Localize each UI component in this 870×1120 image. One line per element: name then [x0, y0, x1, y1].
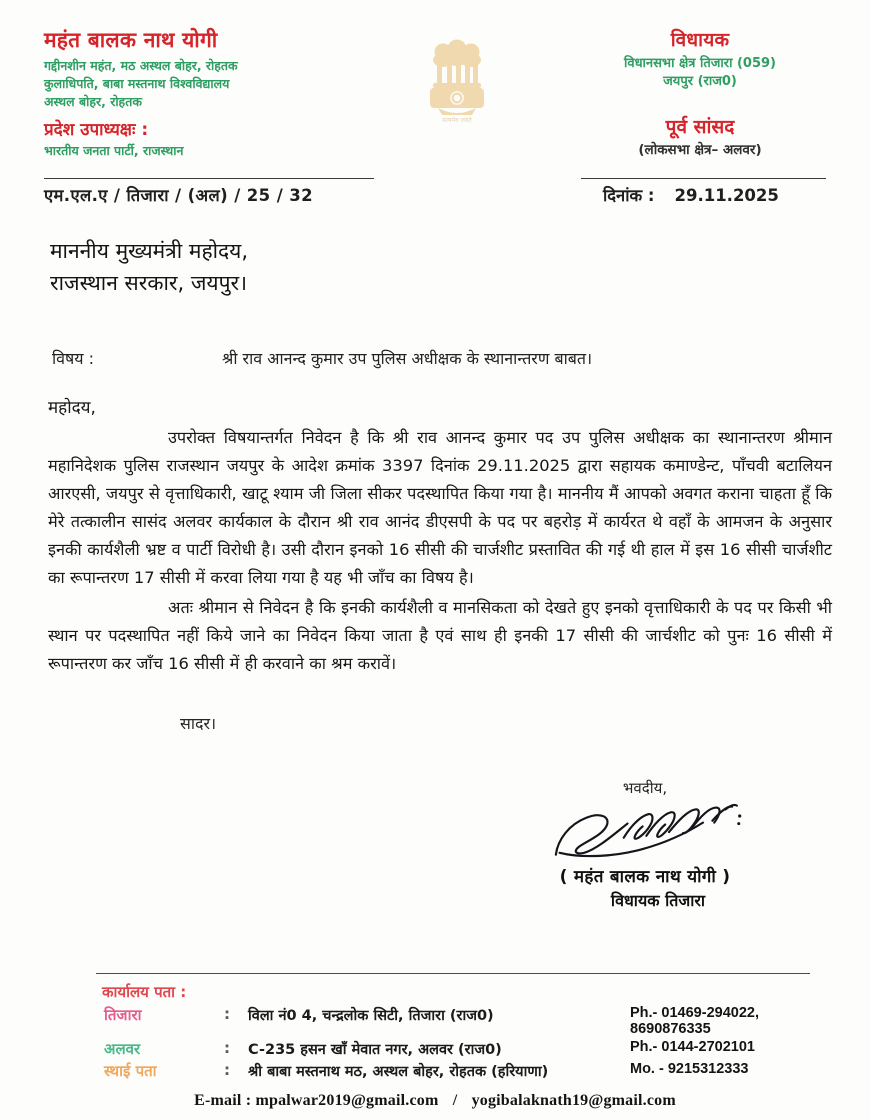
official-credential-1: गद्दीनशीन महंत, मठ अस्थल बोहर, रोहतक [44, 58, 238, 74]
address-table [36, 1004, 834, 1082]
addressee-line-2: राजस्थान सरकार, जयपुर। [50, 270, 248, 295]
letterhead [0, 0, 870, 164]
email-separator: / [452, 1092, 458, 1109]
address-label-tijara: तिजारा [104, 1006, 142, 1024]
footer-divider [96, 973, 810, 974]
table-row [36, 1038, 834, 1060]
former-mp-title: पूर्व सांसद [665, 116, 735, 139]
address-colon-tijara: : [224, 1005, 230, 1023]
phone-tijara: Ph.- 01469-294022, 8690876335 [630, 1005, 759, 1037]
email-line [36, 1092, 834, 1110]
reference-number: एम.एल.ए / तिजारा / (अल) / 25 / 32 [44, 178, 374, 206]
address-value-tijara: विला नं0 4, चन्द्रलोक सिटी, तिजारा (राज0) [248, 1008, 494, 1024]
table-row [36, 1004, 834, 1038]
address-colon-permanent: : [224, 1061, 230, 1079]
party-post-title: प्रदेश उपाध्यक्षः : [44, 120, 149, 141]
address-label-alwar: अलवर [104, 1040, 141, 1058]
letterhead-right-block [570, 28, 830, 158]
signature-yours-faithfully: भवदीय, [622, 779, 668, 798]
email-label: E-mail : [194, 1092, 252, 1109]
address-label-permanent: स्थाई पता [104, 1062, 157, 1080]
address-value-permanent: श्री बाबा मस्तनाथ मठ, अस्थल बोहर, रोहतक (हरियाणा) [248, 1064, 549, 1080]
email-address-1[interactable]: mpalwar2019@gmail.com [255, 1092, 439, 1109]
emblem-motto: सत्यमेव जयते [442, 117, 472, 124]
subject-row [0, 299, 870, 369]
subject-label: विषय : [52, 349, 95, 369]
official-name: महंत बालक नाथ योगी [44, 28, 218, 52]
state-emblem-of-india-icon [420, 30, 494, 126]
official-credential-2: कुलाधिपति, बाबा मस्तनाथ विश्वविद्यालय [44, 75, 230, 91]
closing-respect: सादर। [180, 714, 217, 734]
phone-alwar: Ph.- 0144-2702101 [630, 1039, 755, 1055]
constituency-line-1: विधानसभा क्षेत्र तिजारा (059) [623, 55, 777, 71]
body-paragraph-1: उपरोक्त विषयान्तर्गत निवेदन है कि श्री राव आनन्द कुमार पद उप पुलिस अधीक्षक का स्थानान्तरण श्रीमान महानिदेशक पुलिस राजस्थान जयपुर के आदेश क्रमांक 3397 दिनांक 29.11.2025 द्वारा सहायक कमाण्डेन्ट, पाँचवी बटालियन आरएसी, जयपुर से वृत्ताधिकारी, खाटू श्याम जी जिला सीकर पदस्थापित किया गया है। माननीय मैं आपको अवगत कराना चाहता हूँ कि मेरे तत्कालीन सासंद अलवर कार्यकाल के दौरान श्री राव आनंद डीएसपी के पद पर बहरोड़ में कार्यरत थे वहाँ के आमजन के अनुसार इनकी कार्यशैली भ्रष्ट व पार्टी विरोधी है। उसी दौरान इनको 16 सीसी की चार्जशीट प्रस्तावित की गई थी हाल में इस 16 सीसी चार्जशीट का रूपान्तरण 17 सीसी में करवा लिया गया है यह भी जाँच का विषय है। [48, 428, 832, 588]
address-colon-alwar: : [224, 1039, 230, 1057]
constituency-line-2: जयपुर (राज0) [663, 74, 737, 90]
address-value-alwar: C-235 हसन खाँ मेवात नगर, अलवर (राज0) [248, 1042, 502, 1058]
table-row [36, 1060, 834, 1082]
date-label: दिनांक : [603, 186, 655, 206]
subject-text: श्री राव आनन्द कुमार उप पुलिस अधीक्षक के स्थानान्तरण बाबत। [222, 349, 593, 369]
addressee-block [0, 206, 870, 299]
constituency-title: विधायक [670, 29, 730, 51]
body-paragraph-2: अतः श्रीमान से निवेदन है कि इनकी कार्यशैली व मानसिकता को देखते हुए इनको वृत्ताधिकारी के पद पर किसी भी स्थान पर पदस्थापित नहीं किये जाने का निवेदन किया जाता है एवं साथ ही इनकी 17 सीसी की जार्चशीट को पुनः 16 सीसी में रूपान्तरण कर जाँच 16 सीसी में ही करवाने का श्रम करावें। [48, 598, 832, 674]
office-address-title: कार्यालय पता : [102, 983, 187, 1001]
date-value: 29.11.2025 [674, 186, 779, 206]
handwritten-signature [537, 800, 754, 866]
addressee-line-1: माननीय मुख्यमंत्री महोदय, [50, 239, 249, 264]
letter-date [581, 178, 826, 206]
signature-block [480, 778, 810, 911]
email-address-2[interactable]: yogibalaknath19@gmail.com [471, 1092, 676, 1109]
footer [0, 973, 870, 1120]
emblem-block [397, 28, 517, 126]
signatory-name: ( महंत बालक नाथ योगी ) [559, 867, 731, 888]
letterhead-left-block [44, 28, 344, 160]
reference-row [0, 178, 870, 206]
mobile-permanent: Mo. - 9215312333 [630, 1061, 749, 1077]
signatory-designation: विधायक तिजारा [610, 891, 706, 911]
salutation: महोदय, [48, 398, 96, 419]
official-credential-3: अस्थल बोहर, रोहतक [44, 93, 142, 109]
party-name: भारतीय जनता पार्टी, राजस्थान [44, 143, 184, 159]
former-mp-constituency: (लोकसभा क्षेत्र– अलवर) [638, 142, 762, 159]
